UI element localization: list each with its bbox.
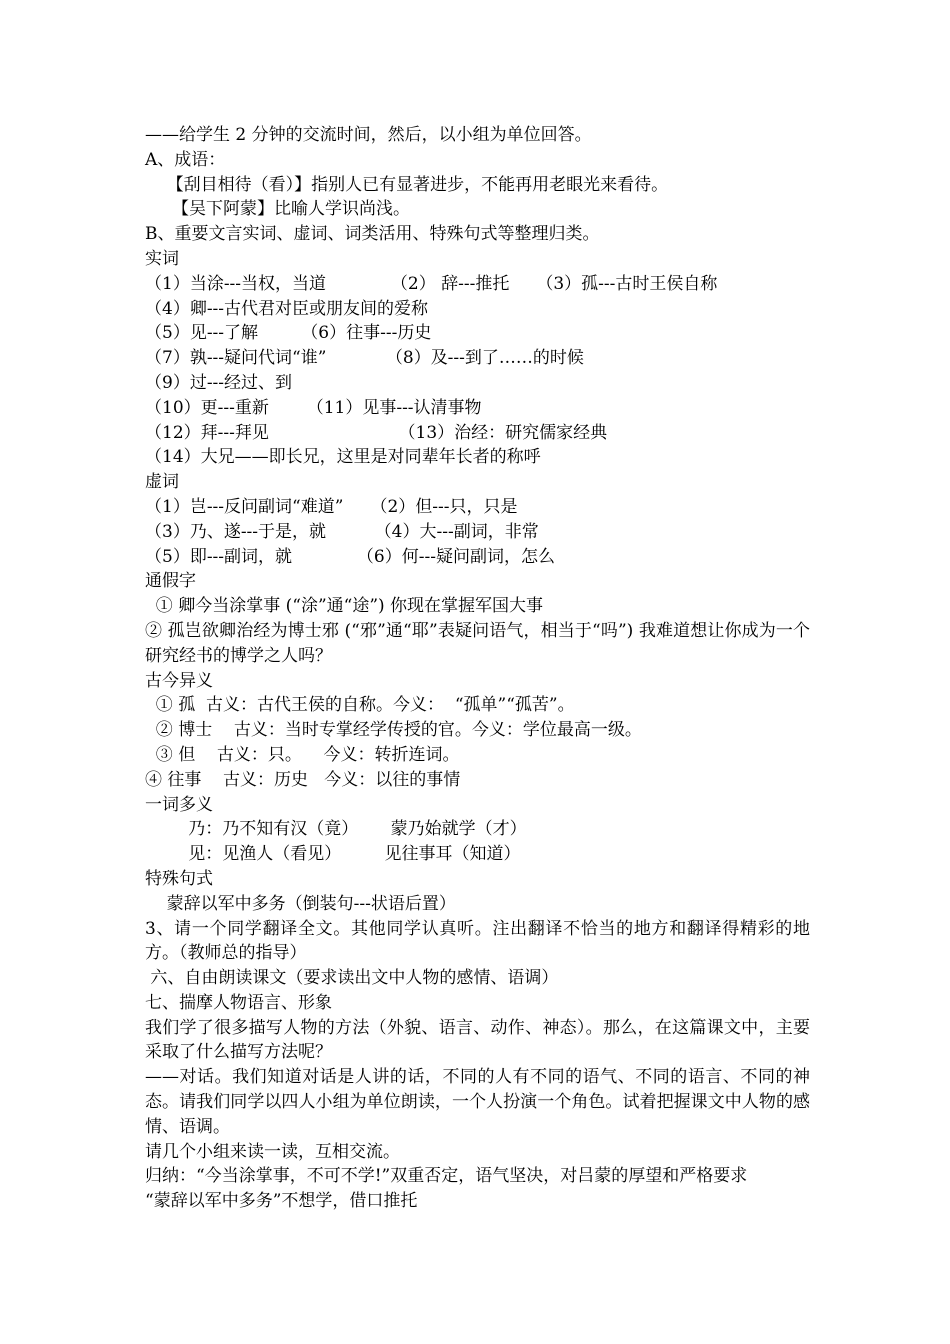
text-line: ④ 往事 古义：历史 今义：以往的事情 [145, 769, 461, 790]
text-line: （4）卿---古代君对臣或朋友间的爱称 [145, 298, 429, 319]
text-line: ① 卿今当涂掌事 (“涂”通“途”) 你现在掌握军国大事 [145, 596, 544, 617]
text-line: 归纳：“今当涂掌事，不可不学!”双重否定，语气坚决，对吕蒙的厚望和严格要求 [145, 1166, 748, 1187]
text-line: （1）岂---反问副词“难道” （2）但---只，只是 [145, 496, 518, 517]
section-heading: A、成语： [145, 149, 226, 170]
text-line: 【刮目相待（看）】指别人已有显著进步，不能再用老眼光来看待。 [145, 174, 669, 195]
text-line: （5）见---了解 （6）往事---历史 [145, 323, 432, 344]
text-line: （3）乃、遂---于是，就 （4）大---副词，非常 [145, 521, 539, 542]
section-heading: 六、自由朗读课文（要求读出文中人物的感情、语调） [145, 968, 559, 989]
text-line: ① 孤 古义：古代王侯的自称。今义： “孤单”“孤苦”。 [145, 695, 575, 716]
text-paragraph: 3、请一个同学翻译全文。其他同学认真听。注出翻译不恰当的地方和翻译得精彩的地方。（教师总的指导） [145, 918, 810, 964]
text-line: （14）大兄——即长兄，这里是对同辈年长者的称呼 [145, 447, 541, 468]
subsection-heading: 一词多义 [145, 794, 213, 815]
text-line: （12）拜---拜见 （13）治经：研究儒家经典 [145, 422, 608, 443]
section-heading: 七、揣摩人物语言、形象 [145, 992, 332, 1013]
text-line: “蒙辞以军中多务”不想学，借口推托 [145, 1191, 418, 1212]
text-line: ——给学生 2 分钟的交流时间，然后，以小组为单位回答。 [145, 125, 592, 145]
subsection-heading: 通假字 [145, 571, 196, 592]
section-heading: B、重要文言实词、虚词、词类活用、特殊句式等整理归类。 [145, 224, 600, 245]
text-line: 【吴下阿蒙】比喻人学识尚浅。 [145, 199, 411, 220]
text-paragraph: ② 孤岂欲卿治经为博士邪 (“邪”通“耶”表疑问语气，相当于“吗”) 我难道想让你成为一个研究经书的博学之人吗？ [145, 620, 810, 666]
text-line: （9）过---经过、到 [145, 372, 293, 393]
text-paragraph: 我们学了很多描写人物的方法（外貌、语言、动作、神态）。那么，在这篇课文中，主要采取了什么描写方法呢？ [145, 1017, 810, 1063]
text-line: （1）当涂---当权，当道 （2） 辞---推托 （3）孤---古时王侯自称 [145, 273, 718, 294]
subsection-heading: 实词 [145, 248, 179, 269]
text-line: （5）即---副词，就 （6）何---疑问副词，怎么 [145, 546, 555, 567]
subsection-heading: 特殊句式 [145, 868, 213, 889]
text-line: （10）更---重新 （11）见事---认清事物 [145, 397, 482, 418]
text-line: ③ 但 古义：只。 今义：转折连词。 [145, 744, 460, 765]
text-line: 乃：乃不知有汉（竟） 蒙乃始就学（才） [145, 819, 527, 840]
text-line: ② 博士 古义：当时专掌经学传授的官。今义：学位最高一级。 [145, 720, 642, 741]
text-line: 蒙辞以军中多务（倒装句---状语后置） [145, 893, 456, 914]
subsection-heading: 虚词 [145, 472, 179, 493]
document-body [145, 123, 810, 1214]
subsection-heading: 古今异义 [145, 670, 213, 691]
text-line: 见：见渔人（看见） 见往事耳（知道） [145, 844, 521, 865]
text-line: 请几个小组来读一读，互相交流。 [145, 1141, 400, 1162]
text-line: （7）孰---疑问代词“谁” （8）及---到了……的时候 [145, 348, 584, 369]
text-paragraph: ——对话。我们知道对话是人讲的话，不同的人有不同的语气、不同的语言、不同的神态。请我们同学以四人小组为单位朗读，一个人扮演一个角色。试着把握课文中人物的感情、语调。 [145, 1067, 810, 1137]
